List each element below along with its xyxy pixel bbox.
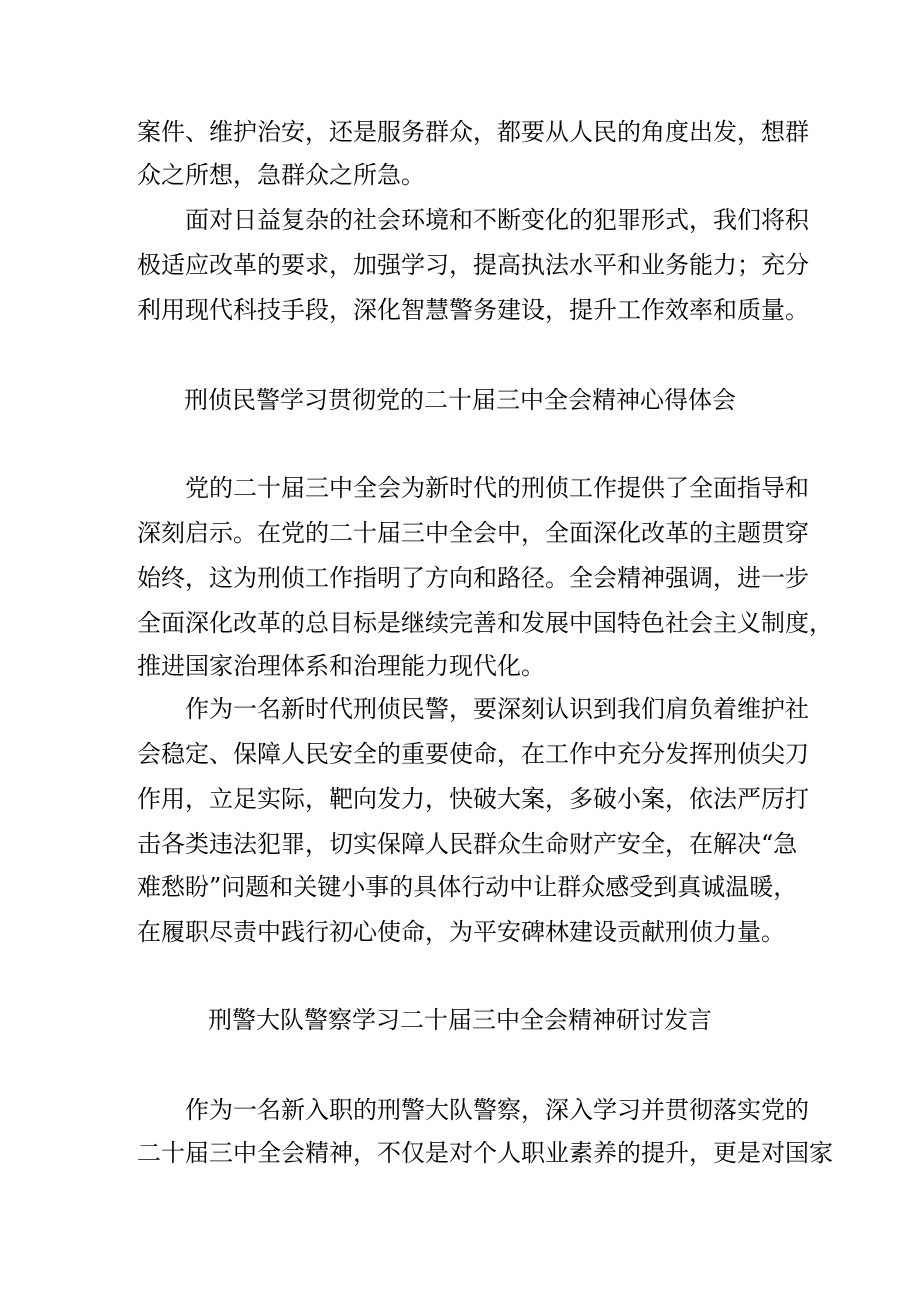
paragraph-line: 作为一名新入职的刑警大队警察，深入学习并贯彻落实党的 (185, 1096, 809, 1124)
paragraph-line: 在履职尽责中践行初心使命，为平安碑林建设贡献刑侦力量。 (137, 918, 785, 946)
paragraph-line: 推进国家治理体系和治理能力现代化。 (137, 652, 545, 680)
paragraph-line: 击各类违法犯罪，切实保障人民群众生命财产安全，在解决“急 (137, 830, 798, 858)
paragraph-line: 二十届三中全会精神，不仅是对个人职业素养的提升，更是对国家 (137, 1139, 833, 1167)
paragraph-line: 党的二十届三中全会为新时代的刑侦工作提供了全面指导和 (185, 474, 809, 502)
paragraph-line: 始终，这为刑侦工作指明了方向和路径。全会精神强调，进一步 (137, 564, 809, 592)
paragraph-line: 案件、维护治安，还是服务群众，都要从人民的角度出发，想群 (137, 118, 809, 146)
section-title: 刑警大队警察学习二十届三中全会精神研讨发言 (208, 1006, 712, 1034)
paragraph-line: 众之所想，急群众之所急。 (137, 161, 425, 189)
paragraph-line: 会稳定、保障人民安全的重要使命，在工作中充分发挥刑侦尖刀 (137, 740, 809, 768)
paragraph-line: 深刻启示。在党的二十届三中全会中，全面深化改革的主题贯穿 (137, 519, 809, 547)
paragraph-line: 作为一名新时代刑侦民警，要深刻认识到我们肩负着维护社 (185, 695, 809, 723)
paragraph-line: 难愁盼”问题和关键小事的具体行动中让群众感受到真诚温暖， (137, 873, 798, 901)
paragraph-line: 面对日益复杂的社会环境和不断变化的犯罪形式，我们将积 (185, 206, 809, 234)
paragraph-line: 极适应改革的要求，加强学习，提高执法水平和业务能力；充分 (137, 251, 809, 279)
paragraph-line: 作用，立足实际，靶向发力，快破大案，多破小案，依法严厉打 (137, 785, 809, 813)
paragraph-line: 全面深化改革的总目标是继续完善和发展中国特色社会主义制度， (137, 609, 833, 637)
section-title: 刑侦民警学习贯彻党的二十届三中全会精神心得体会 (184, 386, 736, 414)
paragraph-line: 利用现代科技手段，深化智慧警务建设，提升工作效率和质量。 (137, 296, 809, 324)
